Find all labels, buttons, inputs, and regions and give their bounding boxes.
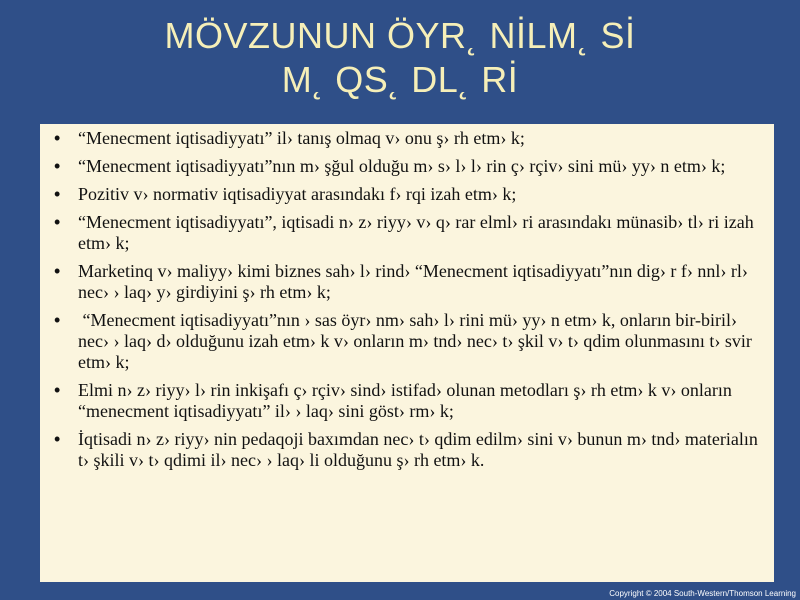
- bullet-list: [52, 128, 764, 471]
- bullet-item: • “Menecment iqtisadiyyatı”nın m› şğul olduğu m› s› l› l› rin ç› rçiv› sini mü› yy› n etm› k;: [52, 156, 764, 177]
- content-panel: [40, 124, 774, 582]
- slide-title-line-1: MÖVZUNUN ÖYR˛ NİLM˛ Sİ: [164, 15, 636, 56]
- slide-title-line-2: M˛ QS˛ DL˛ Rİ: [281, 59, 519, 100]
- slide-title: [0, 14, 800, 102]
- bullet-item: • “Menecment iqtisadiyyatı”nın › sas öyr› nm› sah› l› rini mü› yy› n etm› k, onların bir-biril› nec› › laq› d› olduğunu izah etm› k v› onların m› tnd› nec› t› şkil v› t› qdim olunmasını t› svir etm› k;: [52, 310, 764, 373]
- bullet-item: • İqtisadi n› z› riyy› nin pedaqoji baxımdan nec› t› qdim edilm› sini v› bunun m› tnd› materialın t› şkili v› t› qdimi il› nec› › laq› li olduğunu ş› rh etm› k.: [52, 429, 764, 471]
- bullet-item: • Marketinq v› maliyy› kimi biznes sah› l› rind› “Menecment iqtisadiyyatı”nın dig› r f› nnl› rl› nec› › laq› y› girdiyini ş› rh etm› k;: [52, 261, 764, 303]
- bullet-item: • “Menecment iqtisadiyyatı” il› tanış olmaq v› onu ş› rh etm› k;: [52, 128, 764, 149]
- bullet-item: • Pozitiv v› normativ iqtisadiyyat arasındakı f› rqi izah etm› k;: [52, 184, 764, 205]
- bullet-item: • “Menecment iqtisadiyyatı”, iqtisadi n› z› riyy› v› q› rar elml› ri arasındakı münasib› tl› ri izah etm› k;: [52, 212, 764, 254]
- copyright-notice: Copyright © 2004 South-Western/Thomson Learning: [609, 589, 796, 598]
- bullet-item: • Elmi n› z› riyy› l› rin inkişafı ç› rçiv› sind› istifad› olunan metodları ş› rh etm› k v› onların “menecment iqtisadiyyatı” il› › laq› sini göst› rm› k;: [52, 380, 764, 422]
